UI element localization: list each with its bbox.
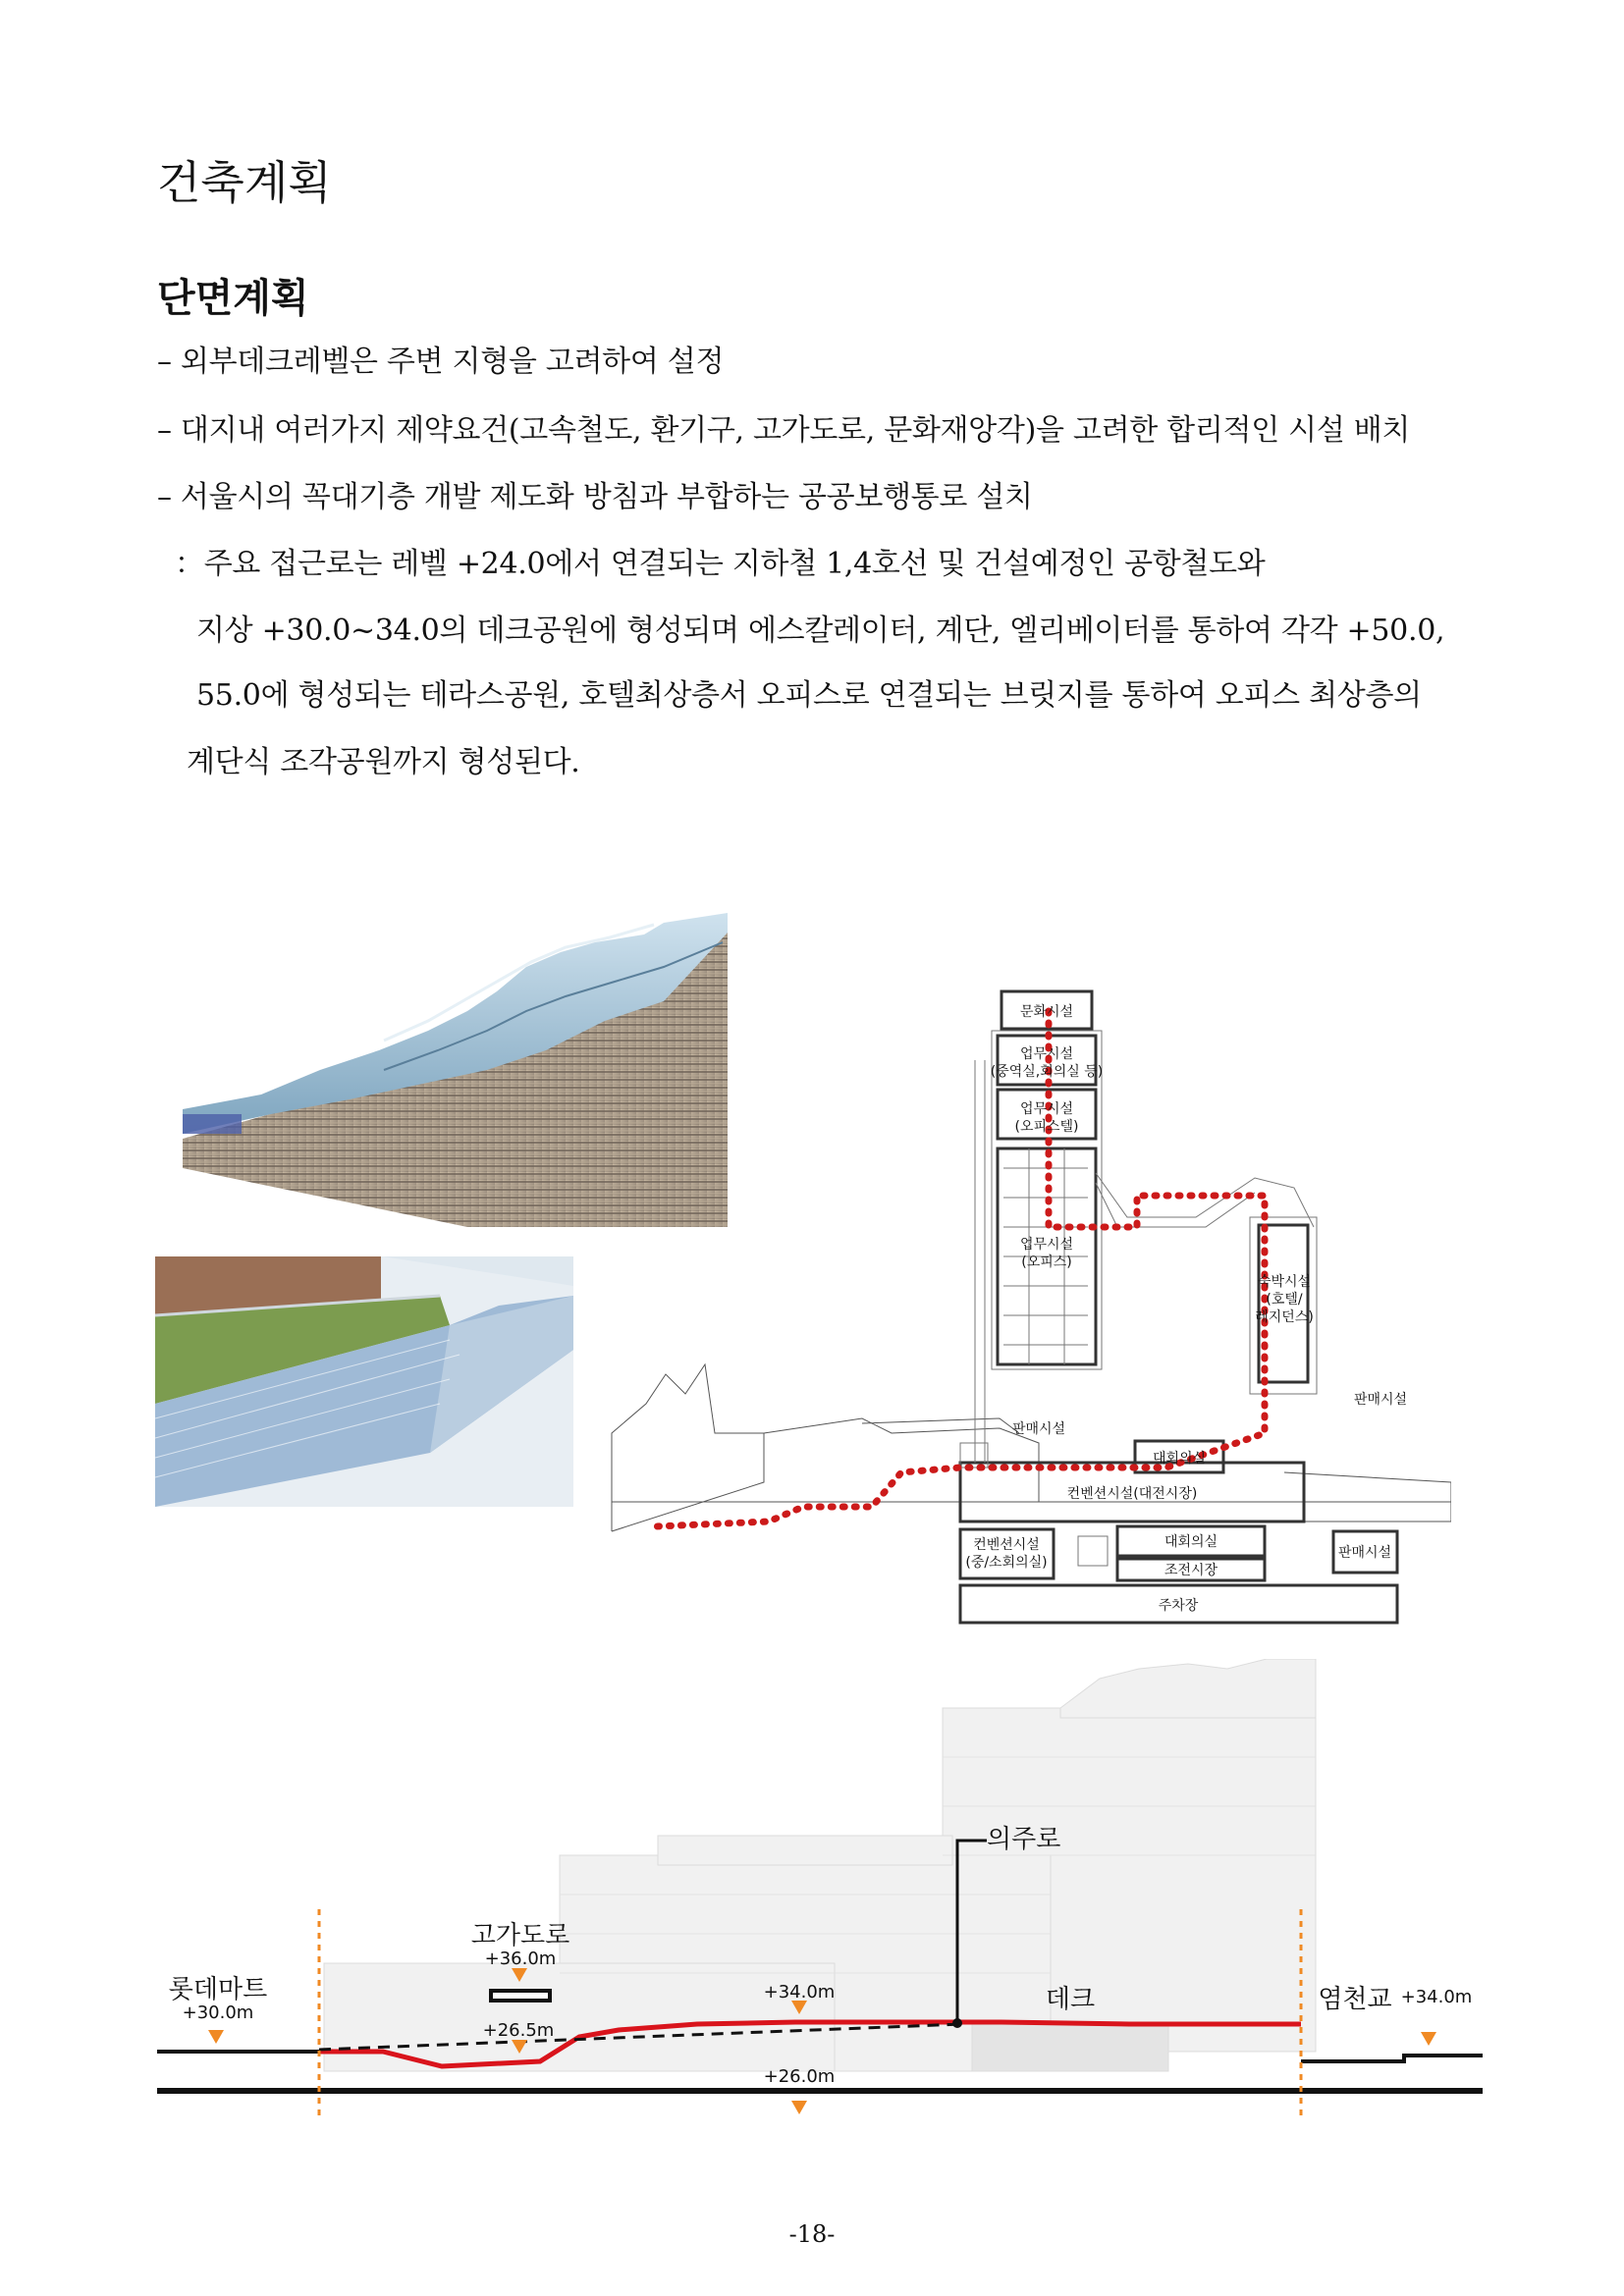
building-section-diagram [607, 972, 1451, 1639]
deck-rendering-image [155, 1256, 573, 1507]
label-level-34: +34.0m [763, 1982, 836, 2002]
label-office-top: 업무시설 [1019, 1046, 1074, 1062]
label-culture: 문화시설 [1019, 1004, 1074, 1020]
label-retail-left: 판매시설 [1011, 1421, 1066, 1437]
label-level-26: +26.0m [763, 2066, 836, 2087]
label-office-mid-sub: (오피스텔) [1014, 1119, 1079, 1135]
label-banquet: 대회의실 [1152, 1451, 1207, 1467]
bullet-item: – 대지내 여러가지 제약요건(고속철도, 환기구, 고가도로, 문화재앙각)을 고려한 합리적인 시설 배치 [157, 413, 1411, 448]
label-lodging-sub1: (호텔/ [1266, 1292, 1303, 1308]
label-road: 의주로 [987, 1825, 1061, 1854]
overpass-box [491, 1991, 550, 2001]
label-lodging-sub2: 레지던스) [1255, 1309, 1314, 1325]
page-number: -18- [788, 2220, 836, 2248]
label-parking: 주차장 [1158, 1598, 1199, 1614]
detail-line: 지상 +30.0~34.0의 데크공원에 형성되며 에스칼레이터, 계단, 엘리베이터를 통하여 각각 +50.0, [196, 614, 1445, 648]
section-title: 단면계획 [157, 276, 309, 321]
label-retail-right: 판매시설 [1353, 1392, 1408, 1408]
label-lodging: 숙박시설 [1257, 1274, 1312, 1290]
label-level-265: +26.5m [482, 2020, 555, 2041]
label-office-mid: 업무시설 [1019, 1101, 1074, 1117]
label-kitchen: 조전시장 [1164, 1563, 1218, 1578]
label-conference: 대회의실 [1164, 1534, 1218, 1550]
detail-line: ：주요 접근로는 레벨 +24.0에서 연결되는 지하철 1,4호선 및 건설예정인 공항철도와 [175, 547, 1266, 581]
label-convention-small-sub: (중/소회의실) [965, 1555, 1048, 1571]
page-title: 건축계획 [157, 156, 332, 209]
label-bridge: 염천교 [1318, 1985, 1392, 2014]
label-convention-small: 컨벤션시설 [973, 1537, 1040, 1553]
label-overpass-level: +36.0m [484, 1949, 557, 1969]
bullet-item: – 서울시의 꼭대기층 개발 제도화 방침과 부합하는 공공보행통로 설치 [157, 480, 1033, 514]
label-lotte-level: +30.0m [182, 2002, 254, 2023]
detail-line: 계단식 조각공원까지 형성된다. [187, 745, 580, 779]
label-convention: 컨벤션시설(대전시장) [1066, 1486, 1198, 1502]
label-deck: 데크 [1045, 1985, 1096, 2014]
label-office-top-sub: (중역실,회의실 등) [990, 1064, 1104, 1080]
label-retail-bottom: 판매시설 [1337, 1545, 1392, 1561]
label-overpass: 고가도로 [470, 1921, 570, 1950]
label-lotte: 롯데마트 [168, 1975, 268, 2004]
label-office-main: 업무시설 [1019, 1237, 1074, 1253]
label-bridge-level: +34.0m [1400, 1987, 1473, 2007]
site-profile-diagram [147, 1659, 1492, 2150]
label-office-main-sub: (오피스) [1021, 1255, 1072, 1270]
detail-line: 55.0에 형성되는 테라스공원, 호텔최상층서 오피스로 연결되는 브릿지를 통하여 오피스 최상층의 [196, 678, 1422, 713]
bullet-item: – 외부데크레벨은 주변 지형을 고려하여 설정 [157, 345, 725, 379]
